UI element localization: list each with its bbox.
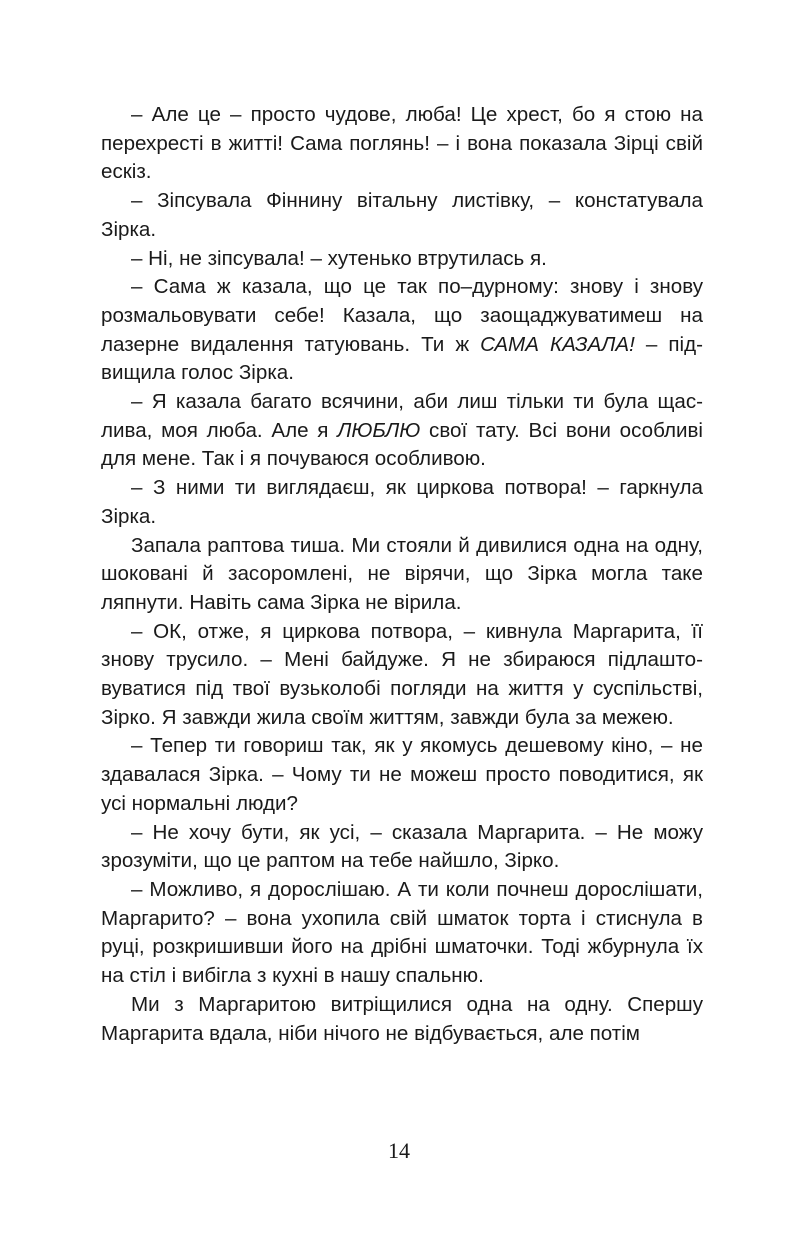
text-run: – Але це – просто чудове, люба! Це хрест, бо я стою на перехресті в житті! Сама поглянь! – і вона показала Зірці свій ескіз. xyxy=(101,103,703,184)
paragraph xyxy=(101,101,703,187)
paragraph xyxy=(101,618,703,733)
paragraph xyxy=(101,532,703,618)
emphasis-text: ЛЮБЛЮ xyxy=(337,418,421,442)
paragraph xyxy=(101,245,703,274)
text-run: – Ні, не зіпсувала! – хутенько втрутилась я. xyxy=(131,246,547,270)
text-run: – Сама ж казала, що це так по–дурному: знову і знову розмальовувати себе! Казала, що заощаджуватимеш на лазерне видалення татуювань. Ти ж xyxy=(101,275,703,356)
paragraph xyxy=(101,876,703,991)
text-run: свої тату. Всі вони особливі для мене. Так і я почуваюся особливою. xyxy=(101,418,703,471)
paragraph xyxy=(101,991,703,1048)
paragraph xyxy=(101,732,703,818)
text-run: Ми з Маргаритою витріщилися одна на одну. Спершу Маргарита вдала, ніби нічого не відбувається, але потім xyxy=(101,992,703,1045)
page-number: 14 xyxy=(388,1138,410,1163)
paragraph xyxy=(101,474,703,531)
paragraph xyxy=(101,819,703,876)
text-run: – Не хочу бути, як усі, – сказала Маргарита. – Не можу зрозуміти, що це раптом на тебе найшло, Зірко. xyxy=(101,820,703,873)
text-run: – ОК, отже, я циркова потвора, – кивнула Маргарита, її знову трусило. – Мені байдуже. Я не збираюся підлаштовуватися під твої вузьколобі погляди на життя у суспільстві, Зірко. Я завжди жила своїм життям, завжди була за межею. xyxy=(101,619,703,729)
text-run: – З ними ти виглядаєш, як циркова потвора! – гаркнула Зірка. xyxy=(101,476,703,528)
text-run: – Я казала багато всячини, аби лиш тільки ти була щаслива, моя люба. Але я xyxy=(101,390,703,442)
emphasis-text: САМА КАЗАЛА! xyxy=(480,332,635,356)
paragraph xyxy=(101,388,703,474)
page-body xyxy=(101,101,703,1048)
text-run: – Тепер ти говориш так, як у якомусь дешевому кіно, – не здавалася Зірка. – Чому ти не можеш просто поводитися, як усі нормальні люди? xyxy=(101,734,703,815)
paragraph xyxy=(101,187,703,244)
text-run: – Зіпсувала Фіннину вітальну листівку, – констатувала Зірка. xyxy=(101,189,703,241)
text-run: – підвищила голос Зірка. xyxy=(101,332,703,385)
paragraph xyxy=(101,273,703,388)
text-run: – Можливо, я дорослішаю. А ти коли почнеш дорослішати, Маргарито? – вона ухопила свій шматок торта і стиснула в руці, розкришивши його на дрібні шматочки. Тоді жбурнула їх на стіл і вибігла з кухні в нашу спальню. xyxy=(101,877,703,988)
text-run: Запала раптова тиша. Ми стояли й дивилися одна на одну, шоковані й засоромлені, не вірячи, що Зірка могла таке ляпнути. Навіть сама Зірка не вірила. xyxy=(101,533,703,614)
